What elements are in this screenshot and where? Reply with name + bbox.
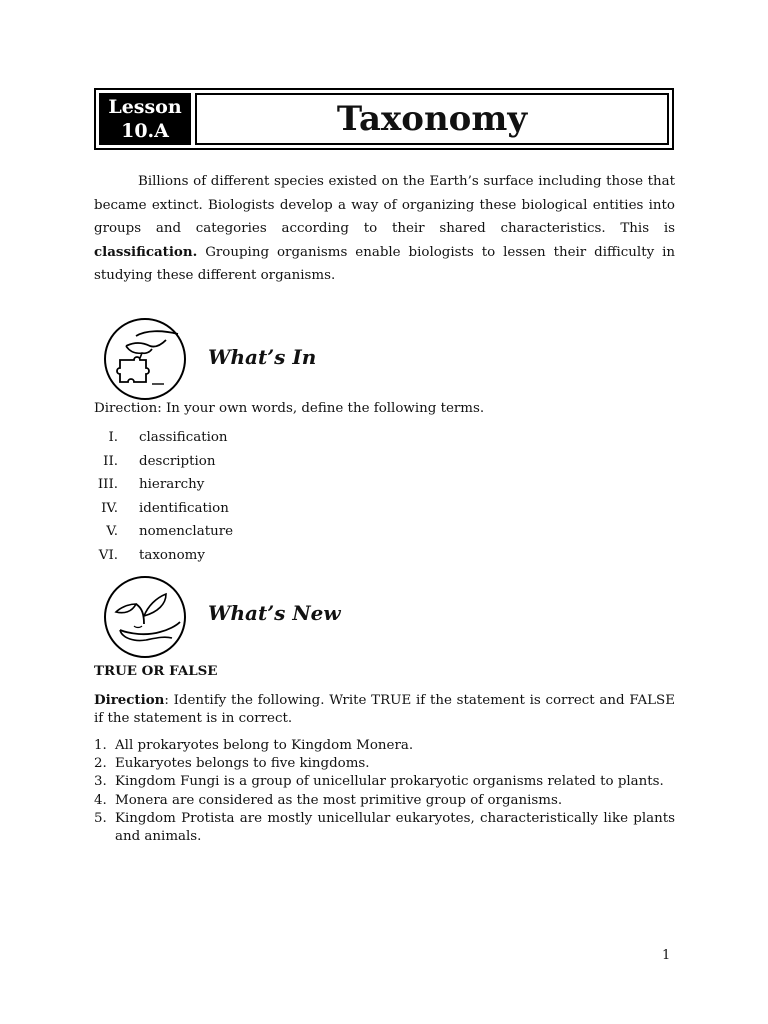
list-item: 1. All prokaryotes belong to Kingdom Monera. bbox=[94, 738, 414, 753]
list-item: 5. Kingdom Protista are mostly unicellular eukaryotes, characteristically like plants and animals. bbox=[94, 810, 675, 845]
list-item: II. description bbox=[103, 453, 216, 469]
lesson-label: Lesson bbox=[108, 96, 182, 118]
page-number: 1 bbox=[662, 948, 671, 963]
whats-in-direction: Direction: In your own words, define the following terms. bbox=[94, 401, 485, 416]
list-item: 4. Monera are considered as the most primitive group of organisms. bbox=[94, 792, 563, 808]
direction-text: : Identify the following. Write TRUE if the statement is correct and FALSE if the statement is in correct. bbox=[94, 693, 675, 727]
list-item: 3. Kingdom Fungi is a group of unicellular prokaryotic organisms related to plants. bbox=[94, 774, 664, 790]
list-item: 2. Eukaryotes belongs to five kingdoms. bbox=[94, 756, 370, 772]
list-item: V. nomenclature bbox=[106, 524, 234, 539]
lesson-number: 10.A bbox=[121, 120, 169, 142]
list-item: III. hierarchy bbox=[97, 477, 205, 492]
page-title: Taxonomy bbox=[195, 93, 669, 145]
intro-text-start: Billions of different species existed on the Earth’s surface including those that became extinct. Biologists develop a way of organizing these biological entities into groups and categories according to their shared characteristics. This is bbox=[94, 174, 675, 236]
sprout-hand-icon bbox=[104, 576, 186, 658]
list-item: IV. identification bbox=[101, 500, 229, 516]
intro-bold-term: classification. bbox=[94, 243, 198, 260]
lesson-badge bbox=[99, 93, 191, 145]
lesson-header bbox=[94, 88, 674, 150]
statements-list bbox=[94, 737, 675, 846]
list-item: I. classification bbox=[108, 430, 228, 445]
direction-label: Direction bbox=[94, 692, 165, 708]
intro-text-end: Grouping organisms enable biologists to lessen their difficulty in studying these different organisms. bbox=[94, 244, 675, 283]
intro-paragraph bbox=[94, 170, 675, 288]
puzzle-hand-icon bbox=[104, 318, 186, 400]
whats-in-title: What’s In bbox=[208, 345, 317, 369]
whats-new-direction bbox=[94, 691, 675, 728]
list-item: VI. taxonomy bbox=[98, 547, 205, 563]
whats-new-title: What’s New bbox=[208, 601, 341, 625]
true-false-heading: TRUE OR FALSE bbox=[94, 663, 218, 679]
terms-list bbox=[94, 426, 394, 567]
